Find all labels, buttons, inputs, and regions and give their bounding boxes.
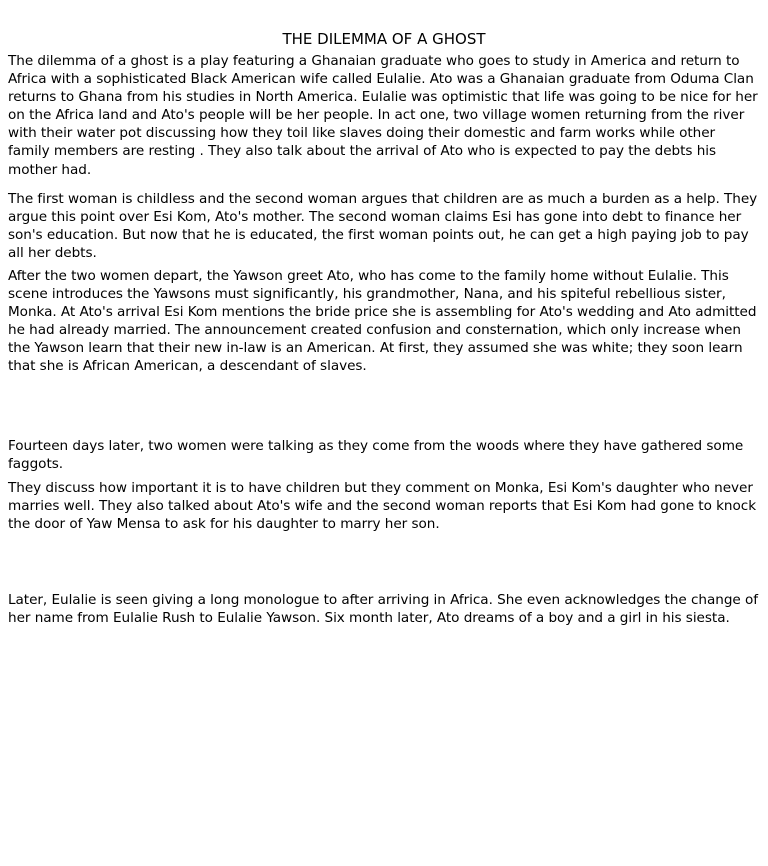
paragraph-eulalie-monologue: Later, Eulalie is seen giving a long monologue to after arriving in Africa. She even acknowledges the change of her name from Eulalie Rush to Eulalie Yawson. Six month later, Ato dreams of a boy and a girl in his siesta. — [8, 592, 758, 627]
paragraph-yawson-greeting: After the two women depart, the Yawson greet Ato, who has come to the family home without Eulalie. This scene introduces the Yawsons must significantly, his grandmother, Nana, and his spiteful rebellious sister, Monka. At Ato's arrival Esi Kom mentions the bride price she is assembling for Ato's wedding and Ato admitted he had already married. The announcement created confusion and consternation, which only increase when the Yawson learn that their new in-law is an American. At first, they assumed she was white; they soon learn that she is African American, a descendant of slaves. — [8, 268, 757, 375]
paragraph-childless-woman: The first woman is childless and the second woman argues that children are as much a burden as a help. They argue this point over Esi Kom, Ato's mother. The second woman claims Esi has gone into debt to finance her son's education. But now that he is educated, the first woman points out, he can get a high paying job to pay all her debts. — [8, 191, 758, 262]
document-title: THE DILEMMA OF A GHOST — [282, 30, 486, 48]
paragraph-children-discussion: They discuss how important it is to have children but they comment on Monka, Esi Kom's daughter who never marries well. They also talked about Ato's wife and the second woman reports that Esi Kom had gone to knock the door of Yaw Mensa to ask for his daughter to marry her son. — [8, 480, 757, 533]
paragraph-intro: The dilemma of a ghost is a play featuring a Ghanaian graduate who goes to study in America and return to Africa with a sophisticated Black American wife called Eulalie. Ato was a Ghanaian graduate from Oduma Clan returns to Ghana from his studies in North America. Eulalie was optimistic that life was going to be nice for her on the Africa land and Ato's people will be her people. In act one, two village women returning from the river with their water pot discussing how they toil like slaves doing their domestic and farm works while other family members are resting . They also talk about the arrival of Ato who is expected to pay the debts his mother had. — [8, 53, 758, 178]
paragraph-fourteen-days: Fourteen days later, two women were talking as they come from the woods where they have gathered some faggots. — [8, 438, 744, 473]
